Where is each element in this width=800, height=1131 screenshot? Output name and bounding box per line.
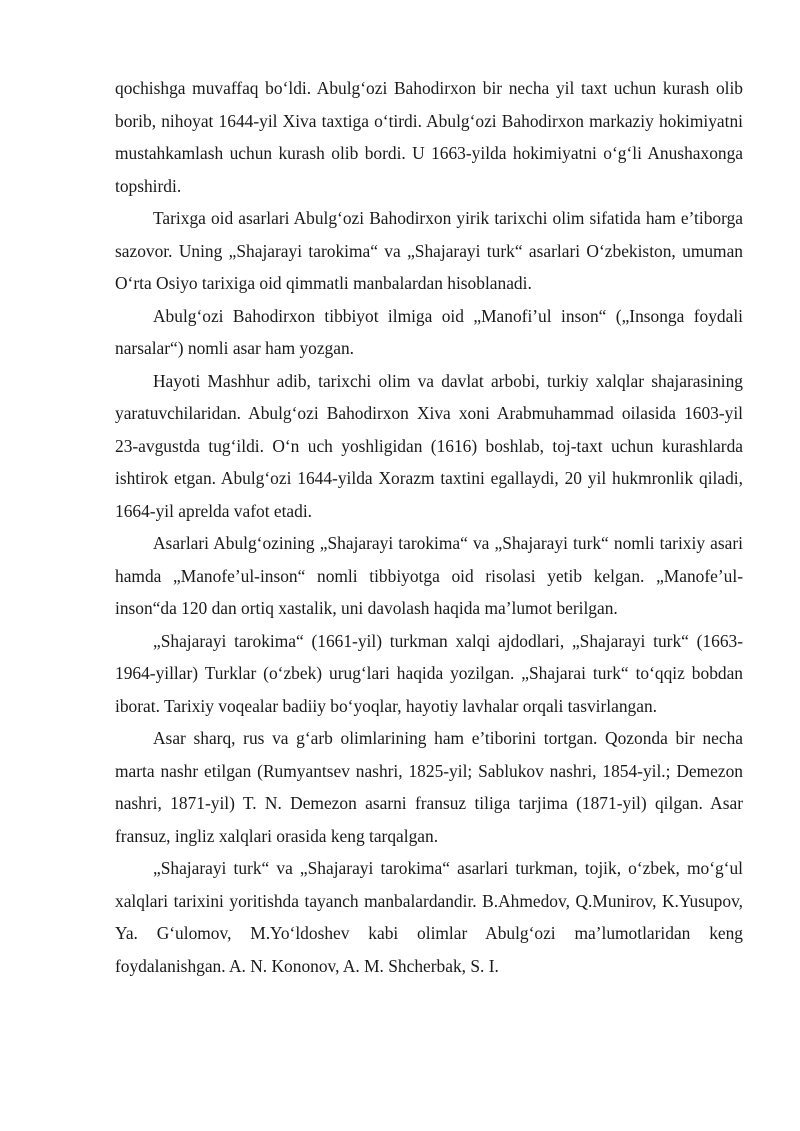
- paragraph-biography: Hayoti Mashhur adib, tarixchi olim va davlat arbobi, turkiy xalqlar shajarasining yaratuvchilaridan. Abulg‘ozi Bahodirxon Xiva xoni Arabmuhammad oilasida 1603-yil 23-avgustda tug‘ildi. O‘n uch yoshligidan (1616) boshlab, toj-taxt uchun kurashlarda ishtirok etgan. Abulg‘ozi 1644-yilda Xorazm taxtini egallaydi, 20 yil hukmronlik qiladi, 1664-yil aprelda vafot etadi.: [115, 370, 743, 521]
- paragraph-works: Asarlari Abulg‘ozining „Shajarayi tarokima“ va „Shajarayi turk“ nomli tarixiy asari hamda „Manofe’ul-inson“ nomli tibbiyotga oid risolasi yetib kelgan. „Manofe’ul-inson“da 120 dan ortiq xastalik, uni davolash haqida ma’lumot berilgan.: [115, 533, 743, 618]
- paragraph-continuation: qochishga muvaffaq bo‘ldi. Abulg‘ozi Bahodirxon bir necha yil taxt uchun kurash olib borib, nihoyat 1644-yil Xiva taxtiga o‘tirdi. Abulg‘ozi Bahodirxon markaziy hokimiyatni mustahkamlash uchun kurash olib bordi. U 1663-yilda hokimiyatni o‘g‘li Anushaxonga topshirdi.: [115, 78, 743, 196]
- paragraph-publications: Asar sharq, rus va g‘arb olimlarining ham e’tiborini tortgan. Qozonda bir necha marta nashr etilgan (Rumyantsev nashri, 1825-yil; Sablukov nashri, 1854-yil.; Demezon nashri, 1871-yil) T. N. Demezon asarni fransuz tiliga tarjima (1871-yil) qilgan. Asar fransuz, ingliz xalqlari orasida keng tarqalgan.: [115, 728, 743, 846]
- paragraph-medical-work: Abulg‘ozi Bahodirxon tibbiyot ilmiga oid „Manofi’ul inson“ („Insonga foydali narsalar“) nomli asar ham yozgan.: [115, 305, 743, 358]
- paragraph-shajara-description: „Shajarayi tarokima“ (1661-yil) turkman xalqi ajdodlari, „Shajarayi turk“ (1663-1964-yillar) Turklar (o‘zbek) urug‘lari haqida yozilgan. „Shajarai turk“ to‘qqiz bobdan iborat. Tarixiy voqealar badiiy bo‘yoqlar, hayotiy lavhalar orqali tasvirlangan.: [115, 630, 743, 716]
- paragraph-historical-works: Tarixga oid asarlari Abulg‘ozi Bahodirxon yirik tarixchi olim sifatida ham e’tiborga sazovor. Uning „Shajarayi tarokima“ va „Shajarayi turk“ asarlari O‘zbekiston, umuman O‘rta Osiyo tarixiga oid qimmatli manbalardan hisoblanadi.: [115, 208, 743, 293]
- paragraph-scholarly-use: „Shajarayi turk“ va „Shajarayi tarokima“ asarlari turkman, tojik, o‘zbek, mo‘g‘ul xalqlari tarixini yoritishda tayanch manbalardandir. B.Ahmedov, Q.Munirov, K.Yusupov, Ya. G‘ulomov, M.Yo‘ldoshev kabi olimlar Abulg‘ozi ma’lumotlaridan keng foydalanishgan. A. N. Kononov, A. M. Shcherbak, S. I.: [115, 858, 743, 976]
- document-page: [115, 72, 743, 982]
